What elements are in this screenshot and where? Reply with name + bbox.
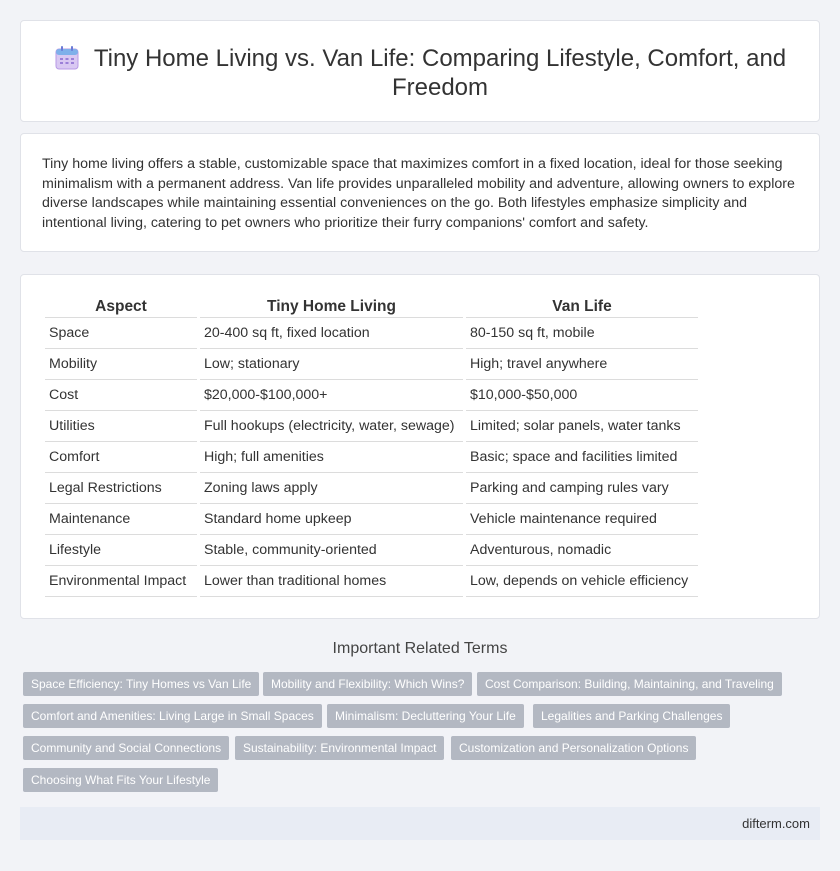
footer: [20, 807, 820, 840]
table-row: [45, 411, 698, 442]
table-cell: Full hookups (electricity, water, sewage): [200, 411, 463, 442]
related-tag[interactable]: Community and Social Connections: [23, 736, 229, 760]
related-tag[interactable]: Choosing What Fits Your Lifestyle: [23, 768, 218, 792]
table-cell: Maintenance: [45, 504, 197, 535]
comparison-card: [20, 274, 820, 619]
table-cell: Limited; solar panels, water tanks: [466, 411, 698, 442]
table-cell: 20-400 sq ft, fixed location: [200, 318, 463, 349]
table-row: [45, 318, 698, 349]
table-cell: Adventurous, nomadic: [466, 535, 698, 566]
table-row: [45, 473, 698, 504]
table-row: [45, 504, 698, 535]
table-cell: High; travel anywhere: [466, 349, 698, 380]
related-tag[interactable]: Mobility and Flexibility: Which Wins?: [263, 672, 472, 696]
table-row: [45, 535, 698, 566]
intro-card: [20, 133, 820, 252]
related-tag[interactable]: Customization and Personalization Options: [451, 736, 696, 760]
table-cell: Zoning laws apply: [200, 473, 463, 504]
table-cell: Legal Restrictions: [45, 473, 197, 504]
table-cell: Vehicle maintenance required: [466, 504, 698, 535]
table-cell: Lower than traditional homes: [200, 566, 463, 597]
table-cell: Low, depends on vehicle efficiency: [466, 566, 698, 597]
table-cell: Stable, community-oriented: [200, 535, 463, 566]
column-header: Aspect: [45, 297, 197, 318]
column-header: Van Life: [466, 297, 698, 318]
table-cell: 80-150 sq ft, mobile: [466, 318, 698, 349]
table-cell: Mobility: [45, 349, 197, 380]
table-cell: Low; stationary: [200, 349, 463, 380]
table-cell: Comfort: [45, 442, 197, 473]
table-cell: Utilities: [45, 411, 197, 442]
table-cell: $10,000-$50,000: [466, 380, 698, 411]
table-cell: Cost: [45, 380, 197, 411]
related-tag[interactable]: Cost Comparison: Building, Maintaining, and Traveling: [477, 672, 782, 696]
table-cell: Environmental Impact: [45, 566, 197, 597]
table-cell: Basic; space and facilities limited: [466, 442, 698, 473]
table-row: [45, 380, 698, 411]
related-tag[interactable]: Legalities and Parking Challenges: [533, 704, 730, 728]
related-tag[interactable]: Comfort and Amenities: Living Large in Small Spaces: [23, 704, 322, 728]
table-cell: High; full amenities: [200, 442, 463, 473]
column-header: Tiny Home Living: [200, 297, 463, 318]
table-row: [45, 442, 698, 473]
page-title: Tiny Home Living vs. Van Life: Comparing Lifestyle, Comfort, and Freedom: [93, 45, 787, 101]
table-row: [45, 566, 698, 597]
footer-site-link[interactable]: difterm.com: [742, 816, 810, 831]
table-cell: Parking and camping rules vary: [466, 473, 698, 504]
title-card: [20, 20, 820, 122]
table-cell: Lifestyle: [45, 535, 197, 566]
table-cell: Standard home upkeep: [200, 504, 463, 535]
related-tag[interactable]: Minimalism: Decluttering Your Life: [327, 704, 524, 728]
table-row: [45, 349, 698, 380]
table-cell: Space: [45, 318, 197, 349]
table-header-row: [45, 297, 698, 318]
intro-paragraph: Tiny home living offers a stable, customizable space that maximizes comfort in a fixed location, ideal for those seeking minimalism with a permanent address. Van life provides unparalleled mobility and adventure, allowing owners to explore diverse landscapes while maintaining essential conveniences on the go. Both lifestyles emphasize simplicity and intentional living, catering to pet owners who prioritize their furry companions' comfort and safety.: [42, 156, 795, 231]
related-tag[interactable]: Space Efficiency: Tiny Homes vs Van Life: [23, 672, 259, 696]
related-terms-heading: Important Related Terms: [332, 640, 508, 657]
comparison-table: [42, 297, 701, 597]
related-tag[interactable]: Sustainability: Environmental Impact: [235, 736, 444, 760]
table-cell: $20,000-$100,000+: [200, 380, 463, 411]
